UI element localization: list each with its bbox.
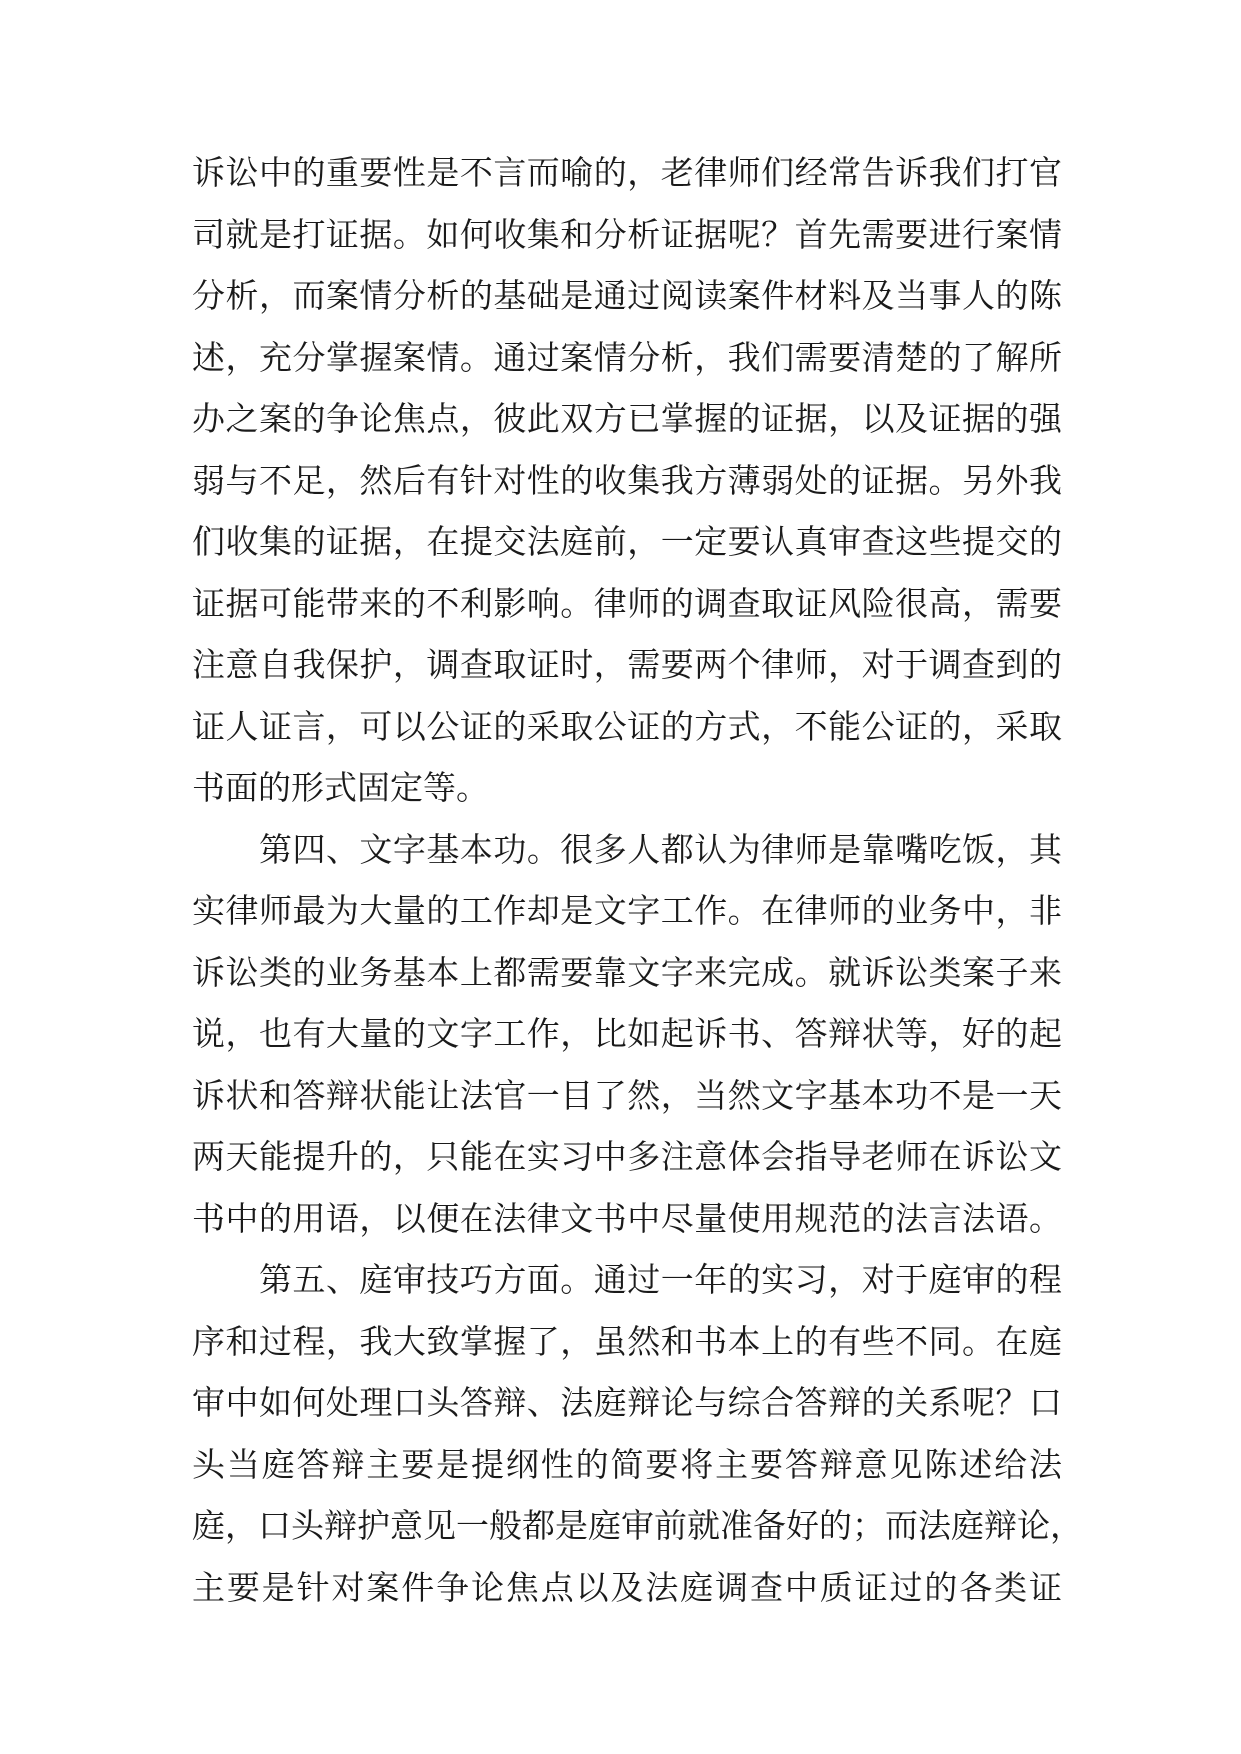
text-line: 诉讼中的重要性是不言而喻的，老律师们经常告诉我们打官 bbox=[192, 153, 1062, 192]
paragraph-start-line: 第四、文字基本功。很多人都认为律师是靠嘴吃饭，其 bbox=[259, 829, 1062, 869]
text-line: 庭，口头辩护意见一般都是庭审前就准备好的；而法庭辩论， bbox=[192, 1506, 1083, 1545]
text-line: 说，也有大量的文字工作，比如起诉书、答辩状等，好的起 bbox=[192, 1014, 1062, 1053]
text-line: 书中的用语，以便在法律文书中尽量使用规范的法言法语。 bbox=[192, 1198, 1062, 1238]
text-line: 述，充分掌握案情。通过案情分析，我们需要清楚的了解所 bbox=[192, 337, 1062, 377]
paragraph-end-line: 书面的形式固定等。 bbox=[192, 768, 489, 807]
text-line: 注意自我保护，调查取证时，需要两个律师，对于调查到的 bbox=[192, 645, 1062, 684]
text-line: 主要是针对案件争论焦点以及法庭调查中质证过的各类证 bbox=[192, 1567, 1062, 1607]
text-line: 分析，而案情分析的基础是通过阅读案件材料及当事人的陈 bbox=[192, 276, 1062, 315]
document-body bbox=[192, 142, 1083, 1618]
text-line: 诉状和答辩状能让法官一目了然，当然文字基本功不是一天 bbox=[192, 1075, 1062, 1115]
text-line: 办之案的争论焦点，彼此双方已掌握的证据，以及证据的强 bbox=[192, 399, 1062, 438]
text-line: 诉讼类的业务基本上都需要靠文字来完成。就诉讼类案子来 bbox=[192, 952, 1062, 992]
text-line: 证人证言，可以公证的采取公证的方式，不能公证的，采取 bbox=[192, 706, 1062, 746]
text-line: 们收集的证据，在提交法庭前，一定要认真审查这些提交的 bbox=[192, 522, 1062, 561]
text-line: 司就是打证据。如何收集和分析证据呢？首先需要进行案情 bbox=[192, 214, 1062, 254]
paragraph-start-line: 第五、庭审技巧方面。通过一年的实习，对于庭审的程 bbox=[259, 1260, 1062, 1299]
text-line: 序和过程，我大致掌握了，虽然和书本上的有些不同。在庭 bbox=[192, 1321, 1062, 1361]
text-line: 弱与不足，然后有针对性的收集我方薄弱处的证据。另外我 bbox=[192, 460, 1062, 500]
text-line: 审中如何处理口头答辩、法庭辩论与综合答辩的关系呢？口 bbox=[192, 1383, 1062, 1422]
text-line: 实律师最为大量的工作却是文字工作。在律师的业务中，非 bbox=[192, 891, 1062, 930]
text-line: 两天能提升的，只能在实习中多注意体会指导老师在诉讼文 bbox=[192, 1137, 1062, 1176]
text-line: 头当庭答辩主要是提纲性的简要将主要答辩意见陈述给法 bbox=[192, 1444, 1062, 1484]
text-line: 证据可能带来的不利影响。律师的调查取证风险很高，需要 bbox=[192, 583, 1062, 623]
